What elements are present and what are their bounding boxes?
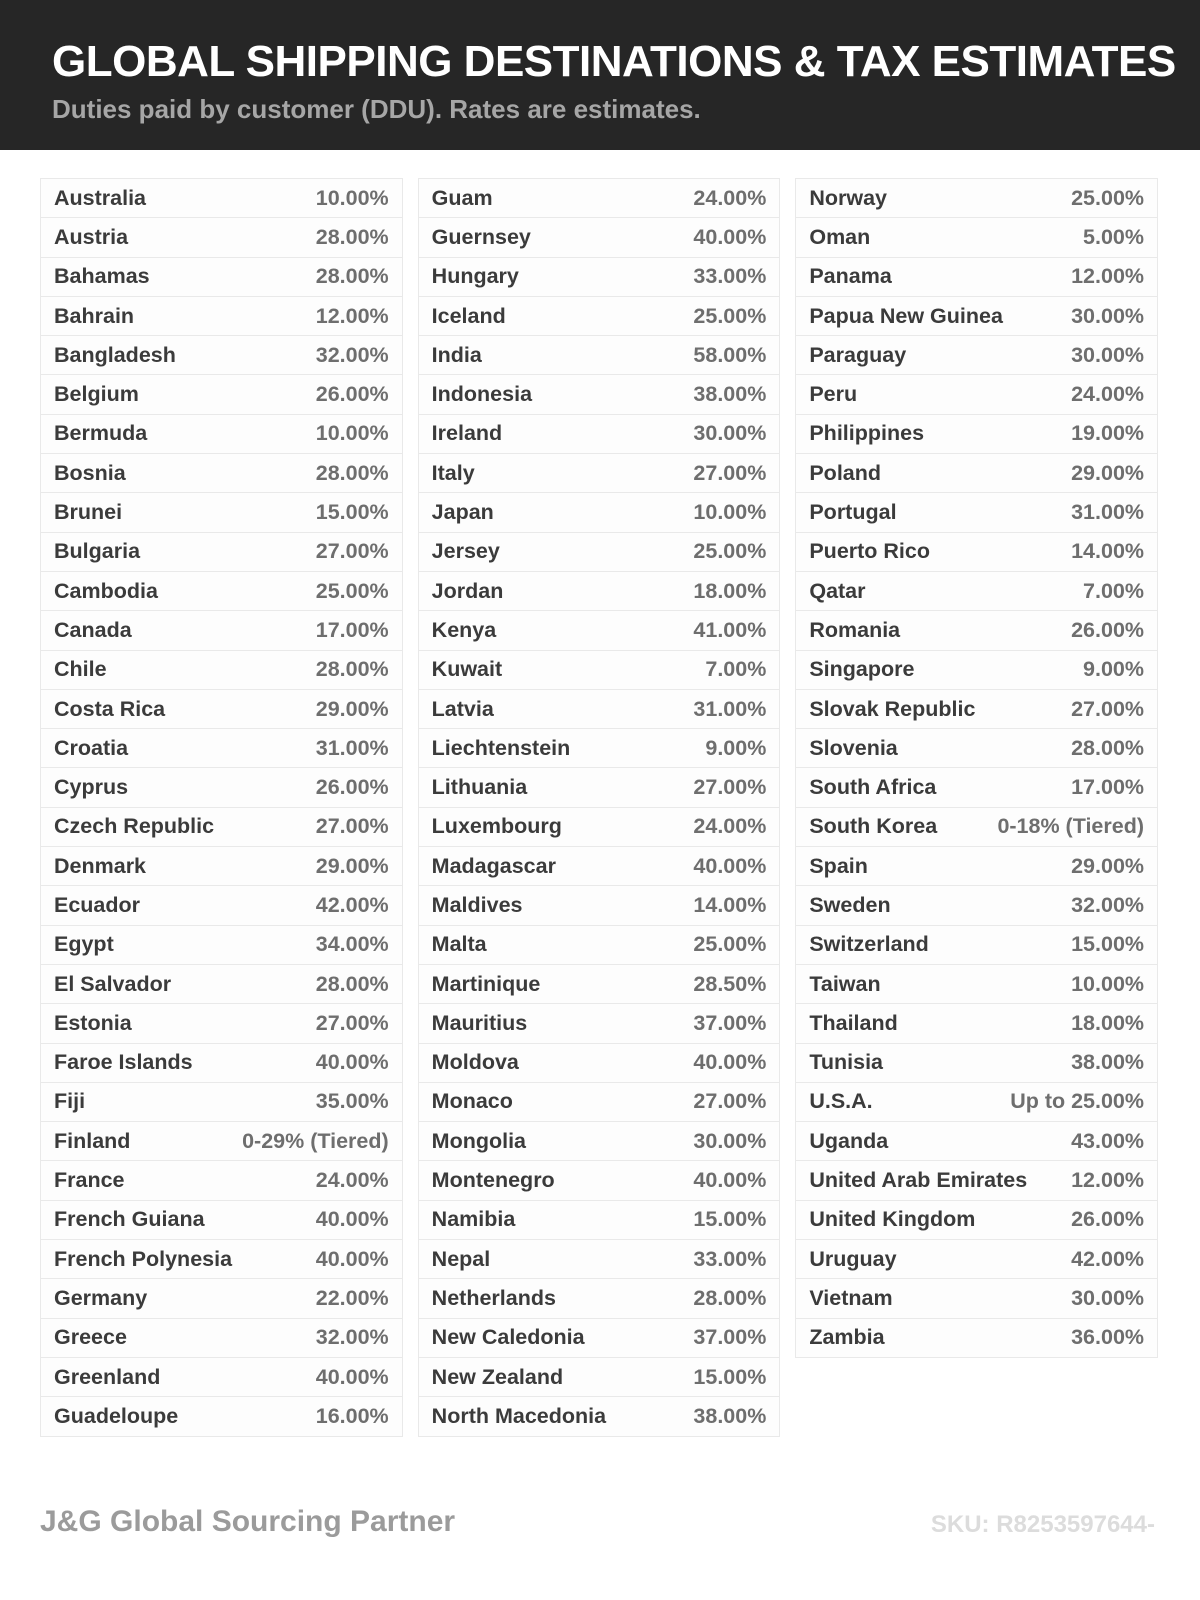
tax-rate: 10.00% <box>315 185 389 210</box>
table-row <box>40 1200 403 1240</box>
country-name: Montenegro <box>431 1168 555 1193</box>
country-name: Bulgaria <box>54 539 141 564</box>
tax-rate: 17.00% <box>315 617 389 642</box>
page-subtitle: Duties paid by customer (DDU). Rates are estimates. <box>52 94 701 124</box>
footer <box>40 1505 1155 1539</box>
tax-rate: 25.00% <box>315 578 389 603</box>
country-name: French Polynesia <box>54 1246 233 1271</box>
country-name: North Macedonia <box>431 1403 607 1428</box>
table-row <box>418 217 781 257</box>
tax-rate: 40.00% <box>315 1050 389 1075</box>
country-name: Philippines <box>809 421 925 446</box>
country-name: Panama <box>809 264 892 289</box>
tax-rate: 28.00% <box>693 1285 767 1310</box>
tax-rate: 42.00% <box>1071 1246 1145 1271</box>
table-row <box>795 1160 1158 1200</box>
table-row <box>418 767 781 807</box>
tax-rate: 29.00% <box>1071 460 1145 485</box>
tax-rate: 40.00% <box>315 1207 389 1232</box>
table-row <box>418 1121 781 1161</box>
table-row <box>795 1200 1158 1240</box>
country-name: Austria <box>54 224 129 249</box>
country-name: South Korea <box>809 814 938 839</box>
table-row <box>40 217 403 257</box>
country-name: Norway <box>809 185 888 210</box>
table-row <box>795 689 1158 729</box>
country-name: United Arab Emirates <box>809 1168 1028 1193</box>
table-row <box>40 925 403 965</box>
table-row <box>418 964 781 1004</box>
tax-rate: 12.00% <box>1071 264 1145 289</box>
country-name: Ireland <box>431 421 503 446</box>
country-name: Kenya <box>431 617 497 642</box>
rate-column-3 <box>795 178 1158 1437</box>
table-row <box>795 964 1158 1004</box>
table-row <box>418 1318 781 1358</box>
country-name: Hungary <box>431 264 519 289</box>
country-name: Uruguay <box>809 1246 897 1271</box>
country-name: Singapore <box>809 657 915 682</box>
tax-rate: 30.00% <box>1071 303 1145 328</box>
country-name: New Caledonia <box>431 1325 585 1350</box>
tax-rate: 28.00% <box>315 460 389 485</box>
country-name: Finland <box>54 1128 131 1153</box>
country-name: Brunei <box>54 500 123 525</box>
table-row <box>40 571 403 611</box>
country-name: Iceland <box>431 303 506 328</box>
country-name: U.S.A. <box>809 1089 873 1114</box>
tax-rate: Up to 25.00% <box>1010 1089 1145 1114</box>
country-name: Belgium <box>54 382 139 407</box>
tax-rate: 30.00% <box>1071 342 1145 367</box>
table-row <box>795 885 1158 925</box>
tax-rate: 18.00% <box>693 578 767 603</box>
tax-rate: 0-29% (Tiered) <box>242 1128 389 1153</box>
country-name: Portugal <box>809 500 897 525</box>
country-name: Bermuda <box>54 421 148 446</box>
table-row <box>40 767 403 807</box>
tax-rate: 32.00% <box>315 342 389 367</box>
tax-rate: 14.00% <box>693 892 767 917</box>
table-row <box>795 257 1158 297</box>
country-name: Nepal <box>431 1246 491 1271</box>
country-name: Namibia <box>431 1207 516 1232</box>
country-name: Estonia <box>54 1010 132 1035</box>
brand-text: J&G Global Sourcing Partner <box>40 1505 456 1538</box>
table-row <box>418 807 781 847</box>
table-row <box>40 885 403 925</box>
country-name: Oman <box>809 224 871 249</box>
tax-rate: 12.00% <box>315 303 389 328</box>
country-name: Slovenia <box>809 735 898 760</box>
country-name: Latvia <box>431 696 494 721</box>
country-name: Moldova <box>431 1050 519 1075</box>
tax-rate: 38.00% <box>1071 1050 1145 1075</box>
tax-rate: 27.00% <box>315 1010 389 1035</box>
table-row <box>418 885 781 925</box>
tax-rate: 0-18% (Tiered) <box>997 814 1145 839</box>
table-row <box>418 178 781 218</box>
tax-rate: 27.00% <box>693 460 767 485</box>
table-row <box>40 1003 403 1043</box>
tax-rate: 25.00% <box>693 932 767 957</box>
tax-rate: 7.00% <box>705 657 767 682</box>
country-name: Madagascar <box>431 853 556 878</box>
country-name: Liechtenstein <box>431 735 571 760</box>
table-row <box>40 610 403 650</box>
country-name: El Salvador <box>54 971 172 996</box>
tax-rate: 24.00% <box>315 1168 389 1193</box>
tax-rate: 25.00% <box>1071 185 1145 210</box>
tax-rate: 33.00% <box>693 1246 767 1271</box>
table-row <box>418 335 781 375</box>
tax-rate: 14.00% <box>1071 539 1145 564</box>
country-name: Canada <box>54 617 132 642</box>
table-row <box>418 610 781 650</box>
table-row <box>40 532 403 572</box>
country-name: Cambodia <box>54 578 158 603</box>
table-row <box>795 296 1158 336</box>
tax-rate: 37.00% <box>693 1325 767 1350</box>
tax-rate: 30.00% <box>693 421 767 446</box>
tax-rate: 28.00% <box>315 264 389 289</box>
country-name: Uganda <box>809 1128 889 1153</box>
table-row <box>418 925 781 965</box>
table-row <box>418 1003 781 1043</box>
table-row <box>418 257 781 297</box>
rates-grid <box>40 178 1158 1437</box>
tax-rate: 25.00% <box>693 303 767 328</box>
tax-rate: 29.00% <box>1071 853 1145 878</box>
country-name: Germany <box>54 1285 148 1310</box>
country-name: Bangladesh <box>54 342 176 367</box>
country-name: Guernsey <box>431 224 531 249</box>
table-row <box>795 767 1158 807</box>
table-row <box>795 178 1158 218</box>
table-row <box>40 1318 403 1358</box>
table-row <box>40 728 403 768</box>
country-name: South Africa <box>809 775 937 800</box>
table-row <box>418 689 781 729</box>
table-row <box>795 1043 1158 1083</box>
country-name: Switzerland <box>809 932 929 957</box>
rate-column-1 <box>40 178 403 1437</box>
table-row <box>418 414 781 454</box>
country-name: New Zealand <box>431 1364 564 1389</box>
country-name: Luxembourg <box>431 814 562 839</box>
tax-rate: 9.00% <box>705 735 767 760</box>
header-banner <box>0 0 1200 150</box>
country-name: Croatia <box>54 735 129 760</box>
country-name: Australia <box>54 185 147 210</box>
tax-rate: 16.00% <box>315 1403 389 1428</box>
tax-rate: 40.00% <box>315 1246 389 1271</box>
country-name: Bosnia <box>54 460 126 485</box>
tax-rate: 58.00% <box>693 342 767 367</box>
tax-rate: 29.00% <box>315 696 389 721</box>
country-name: French Guiana <box>54 1207 205 1232</box>
tax-rate: 40.00% <box>693 224 767 249</box>
table-row <box>40 1121 403 1161</box>
table-row <box>795 217 1158 257</box>
table-row <box>795 1003 1158 1043</box>
tax-rate: 31.00% <box>315 735 389 760</box>
table-row <box>418 1043 781 1083</box>
table-row <box>795 610 1158 650</box>
table-row <box>418 492 781 532</box>
tax-rate: 40.00% <box>693 853 767 878</box>
table-row <box>40 374 403 414</box>
tax-rate: 30.00% <box>1071 1285 1145 1310</box>
table-row <box>795 335 1158 375</box>
tax-rate: 10.00% <box>1071 971 1145 996</box>
tax-rate: 15.00% <box>693 1364 767 1389</box>
table-row <box>418 532 781 572</box>
tax-rate: 26.00% <box>315 382 389 407</box>
tax-rate: 32.00% <box>1071 892 1145 917</box>
country-name: Monaco <box>431 1089 513 1114</box>
table-row <box>795 650 1158 690</box>
table-row <box>40 492 403 532</box>
table-row <box>795 846 1158 886</box>
country-name: Bahamas <box>54 264 150 289</box>
country-name: Slovak Republic <box>809 696 976 721</box>
tax-rate: 40.00% <box>693 1050 767 1075</box>
tax-rate: 32.00% <box>315 1325 389 1350</box>
tax-rate: 15.00% <box>693 1207 767 1232</box>
table-row <box>795 532 1158 572</box>
country-name: Qatar <box>809 578 866 603</box>
country-name: Taiwan <box>809 971 881 996</box>
country-name: Puerto Rico <box>809 539 930 564</box>
table-row <box>795 925 1158 965</box>
tax-rate: 15.00% <box>1071 932 1145 957</box>
country-name: Faroe Islands <box>54 1050 193 1075</box>
table-row <box>418 453 781 493</box>
tax-rate: 7.00% <box>1083 578 1145 603</box>
tax-rate: 26.00% <box>315 775 389 800</box>
country-name: Cyprus <box>54 775 129 800</box>
rate-column-2 <box>418 178 781 1437</box>
tax-rate: 27.00% <box>693 775 767 800</box>
country-name: Indonesia <box>431 382 533 407</box>
tax-rate: 27.00% <box>315 814 389 839</box>
country-name: Martinique <box>431 971 541 996</box>
tax-rate: 31.00% <box>693 696 767 721</box>
country-name: Netherlands <box>431 1285 556 1310</box>
country-name: France <box>54 1168 125 1193</box>
country-name: India <box>431 342 482 367</box>
tax-rate: 15.00% <box>315 500 389 525</box>
tax-rate: 30.00% <box>693 1128 767 1153</box>
table-row <box>795 1082 1158 1122</box>
tax-rate: 12.00% <box>1071 1168 1145 1193</box>
tax-rate: 19.00% <box>1071 421 1145 446</box>
table-row <box>795 807 1158 847</box>
tax-rate: 37.00% <box>693 1010 767 1035</box>
tax-rate: 10.00% <box>693 500 767 525</box>
tax-rate: 22.00% <box>315 1285 389 1310</box>
table-row <box>40 1239 403 1279</box>
table-row <box>795 728 1158 768</box>
table-row <box>40 178 403 218</box>
table-row <box>795 571 1158 611</box>
tax-rate: 27.00% <box>693 1089 767 1114</box>
tax-rate: 41.00% <box>693 617 767 642</box>
country-name: Fiji <box>54 1089 86 1114</box>
tax-rate: 26.00% <box>1071 1207 1145 1232</box>
table-row <box>418 650 781 690</box>
country-name: Egypt <box>54 932 114 957</box>
tax-rate: 17.00% <box>1071 775 1145 800</box>
table-row <box>795 1318 1158 1358</box>
table-row <box>795 1239 1158 1279</box>
table-row <box>40 453 403 493</box>
sku-label: SKU: R8253597644- <box>930 1511 1155 1538</box>
table-row <box>40 1278 403 1318</box>
country-name: Papua New Guinea <box>809 303 1003 328</box>
tax-rate: 35.00% <box>315 1089 389 1114</box>
country-name: Thailand <box>809 1010 898 1035</box>
country-name: Guam <box>431 185 493 210</box>
table-row <box>40 1357 403 1397</box>
country-name: Vietnam <box>809 1285 893 1310</box>
country-name: Jordan <box>431 578 504 603</box>
country-name: Kuwait <box>431 657 503 682</box>
table-row <box>40 1160 403 1200</box>
table-row <box>418 1239 781 1279</box>
table-row <box>40 414 403 454</box>
country-name: Spain <box>809 853 868 878</box>
country-name: Italy <box>431 460 475 485</box>
table-row <box>418 1278 781 1318</box>
tax-rate: 24.00% <box>1071 382 1145 407</box>
table-row <box>795 1121 1158 1161</box>
tax-rate: 24.00% <box>693 814 767 839</box>
table-row <box>40 964 403 1004</box>
country-name: Greenland <box>54 1364 161 1389</box>
country-name: Peru <box>809 382 858 407</box>
table-row <box>795 414 1158 454</box>
tax-rate: 10.00% <box>315 421 389 446</box>
country-name: Zambia <box>809 1325 885 1350</box>
tax-rate: 28.50% <box>693 971 767 996</box>
tax-rate: 29.00% <box>315 853 389 878</box>
tax-rate: 25.00% <box>693 539 767 564</box>
country-name: Sweden <box>809 892 891 917</box>
country-name: Paraguay <box>809 342 907 367</box>
country-name: Mauritius <box>431 1010 528 1035</box>
table-row <box>795 1278 1158 1318</box>
tax-rate: 28.00% <box>1071 735 1145 760</box>
tax-rate: 5.00% <box>1083 224 1145 249</box>
country-name: Romania <box>809 617 901 642</box>
tax-rate: 24.00% <box>693 185 767 210</box>
table-row <box>418 1357 781 1397</box>
table-row <box>795 453 1158 493</box>
table-row <box>795 374 1158 414</box>
tax-rate: 31.00% <box>1071 500 1145 525</box>
table-row <box>418 728 781 768</box>
table-row <box>40 1043 403 1083</box>
country-name: Greece <box>54 1325 127 1350</box>
table-row <box>40 335 403 375</box>
tax-rate: 26.00% <box>1071 617 1145 642</box>
country-name: Ecuador <box>54 892 141 917</box>
page-title: GLOBAL SHIPPING DESTINATIONS & TAX ESTIMATES <box>52 37 1176 86</box>
tax-rate: 40.00% <box>315 1364 389 1389</box>
tax-rate: 28.00% <box>315 971 389 996</box>
table-row <box>418 1082 781 1122</box>
tax-rate: 27.00% <box>315 539 389 564</box>
table-row <box>418 1396 781 1436</box>
table-row <box>418 1160 781 1200</box>
tax-rate: 40.00% <box>693 1168 767 1193</box>
tax-rate: 42.00% <box>315 892 389 917</box>
country-name: Lithuania <box>431 775 528 800</box>
table-row <box>40 846 403 886</box>
table-row <box>40 689 403 729</box>
table-row <box>40 650 403 690</box>
country-name: Guadeloupe <box>54 1403 179 1428</box>
table-row <box>418 296 781 336</box>
tax-rate: 38.00% <box>693 382 767 407</box>
tax-rate: 28.00% <box>315 224 389 249</box>
country-name: Bahrain <box>54 303 135 328</box>
tax-rate: 9.00% <box>1083 657 1145 682</box>
country-name: Chile <box>54 657 107 682</box>
country-name: Maldives <box>431 892 523 917</box>
country-name: Denmark <box>54 853 147 878</box>
table-row <box>418 846 781 886</box>
tax-rate: 38.00% <box>693 1403 767 1428</box>
table-row <box>40 257 403 297</box>
tax-rate: 43.00% <box>1071 1128 1145 1153</box>
country-name: Malta <box>431 932 487 957</box>
country-name: Japan <box>431 500 494 525</box>
tax-rate: 36.00% <box>1071 1325 1145 1350</box>
tax-rate: 28.00% <box>315 657 389 682</box>
table-row <box>40 1082 403 1122</box>
country-name: Mongolia <box>431 1128 527 1153</box>
country-name: United Kingdom <box>809 1207 976 1232</box>
table-row <box>795 492 1158 532</box>
table-row <box>418 374 781 414</box>
table-row <box>40 296 403 336</box>
tax-rate: 33.00% <box>693 264 767 289</box>
country-name: Jersey <box>431 539 500 564</box>
tax-rate: 18.00% <box>1071 1010 1145 1035</box>
country-name: Czech Republic <box>54 814 215 839</box>
country-name: Poland <box>809 460 882 485</box>
table-row <box>418 1200 781 1240</box>
tax-rate: 34.00% <box>315 932 389 957</box>
table-row <box>40 807 403 847</box>
country-name: Costa Rica <box>54 696 166 721</box>
table-row <box>40 1396 403 1436</box>
table-row <box>418 571 781 611</box>
country-name: Tunisia <box>809 1050 884 1075</box>
tax-rate: 27.00% <box>1071 696 1145 721</box>
